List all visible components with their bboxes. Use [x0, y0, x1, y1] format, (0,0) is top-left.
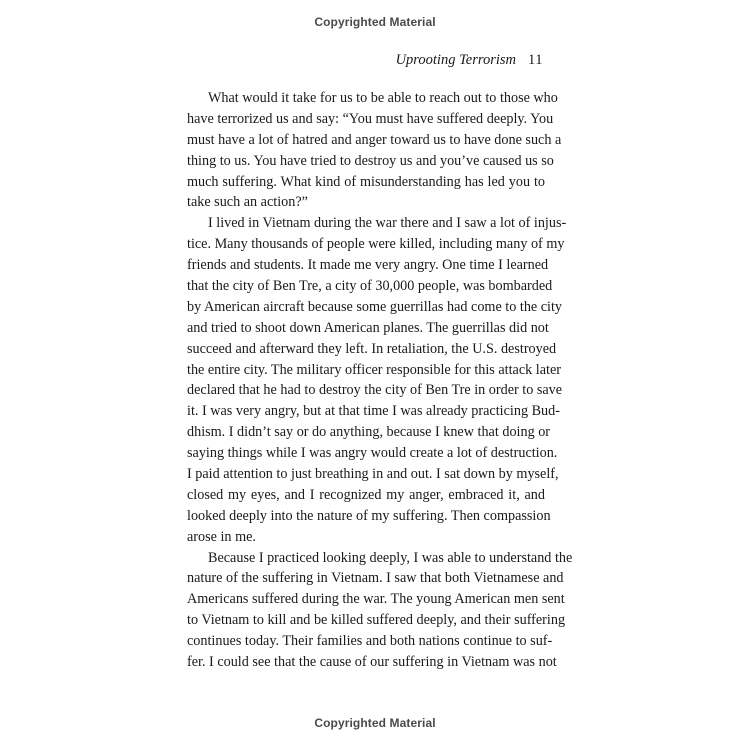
text-line: closed my eyes, and I recognized my anger, embraced it, and — [187, 486, 545, 503]
running-head-title: Uprooting Terrorism — [395, 52, 517, 68]
text-line: it. I was very angry, but at that time I was already practicing Bud- — [187, 403, 560, 420]
text-line: arose in me. — [187, 528, 256, 545]
text-line: the entire city. The military officer responsible for this attack later — [187, 361, 561, 378]
text-line: I lived in Vietnam during the war there and I saw a lot of injus- — [208, 215, 567, 232]
running-head — [396, 52, 543, 69]
text-line: saying things while I was angry would create a lot of destruction. — [187, 445, 558, 462]
text-line: Because I practiced looking deeply, I was able to understand the — [208, 549, 573, 566]
text-line: and tried to shoot down American planes. The guerrillas did not — [187, 319, 549, 336]
text-line: friends and students. It made me very angry. One time I learned — [187, 257, 549, 274]
text-line: Americans suffered during the war. The young American men sent — [187, 591, 565, 608]
text-line: fer. I could see that the cause of our suffering in Vietnam was not — [187, 654, 557, 671]
text-line: looked deeply into the nature of my suffering. Then compassion — [187, 507, 551, 524]
text-line: have terrorized us and say: “You must have suffered deeply. You — [187, 110, 554, 127]
text-line: to Vietnam to kill and be killed suffered deeply, and their suffering — [187, 612, 566, 629]
copyright-watermark-top: Copyrighted Material — [314, 15, 436, 29]
text-line: nature of the suffering in Vietnam. I saw that both Vietnamese and — [187, 570, 564, 587]
text-line: thing to us. You have tried to destroy us and you’ve caused us so — [187, 152, 554, 169]
text-line: that the city of Ben Tre, a city of 30,000 people, was bombarded — [187, 278, 553, 295]
text-line: What would it take for us to be able to reach out to those who — [208, 90, 558, 106]
text-line: much suffering. What kind of misunderstanding has led you to — [187, 173, 545, 190]
body-text — [187, 88, 573, 673]
page-number: 11 — [528, 52, 543, 68]
copyright-watermark-bottom: Copyrighted Material — [314, 716, 436, 730]
text-line: tice. Many thousands of people were killed, including many of my — [187, 236, 565, 253]
text-line: take such an action?” — [187, 194, 308, 211]
text-line: dhism. I didn’t say or do anything, because I knew that doing or — [187, 424, 551, 441]
text-line: by American aircraft because some guerrillas had come to the city — [187, 298, 563, 315]
text-line: declared that he had to destroy the city of Ben Tre in order to save — [187, 382, 563, 399]
text-line: succeed and afterward they left. In retaliation, the U.S. destroyed — [187, 340, 557, 357]
text-line: continues today. Their families and both nations continue to suf- — [187, 633, 553, 650]
text-line: I paid attention to just breathing in and out. I sat down by myself, — [187, 466, 559, 483]
text-line: must have a lot of hatred and anger toward us to have done such a — [187, 131, 562, 148]
